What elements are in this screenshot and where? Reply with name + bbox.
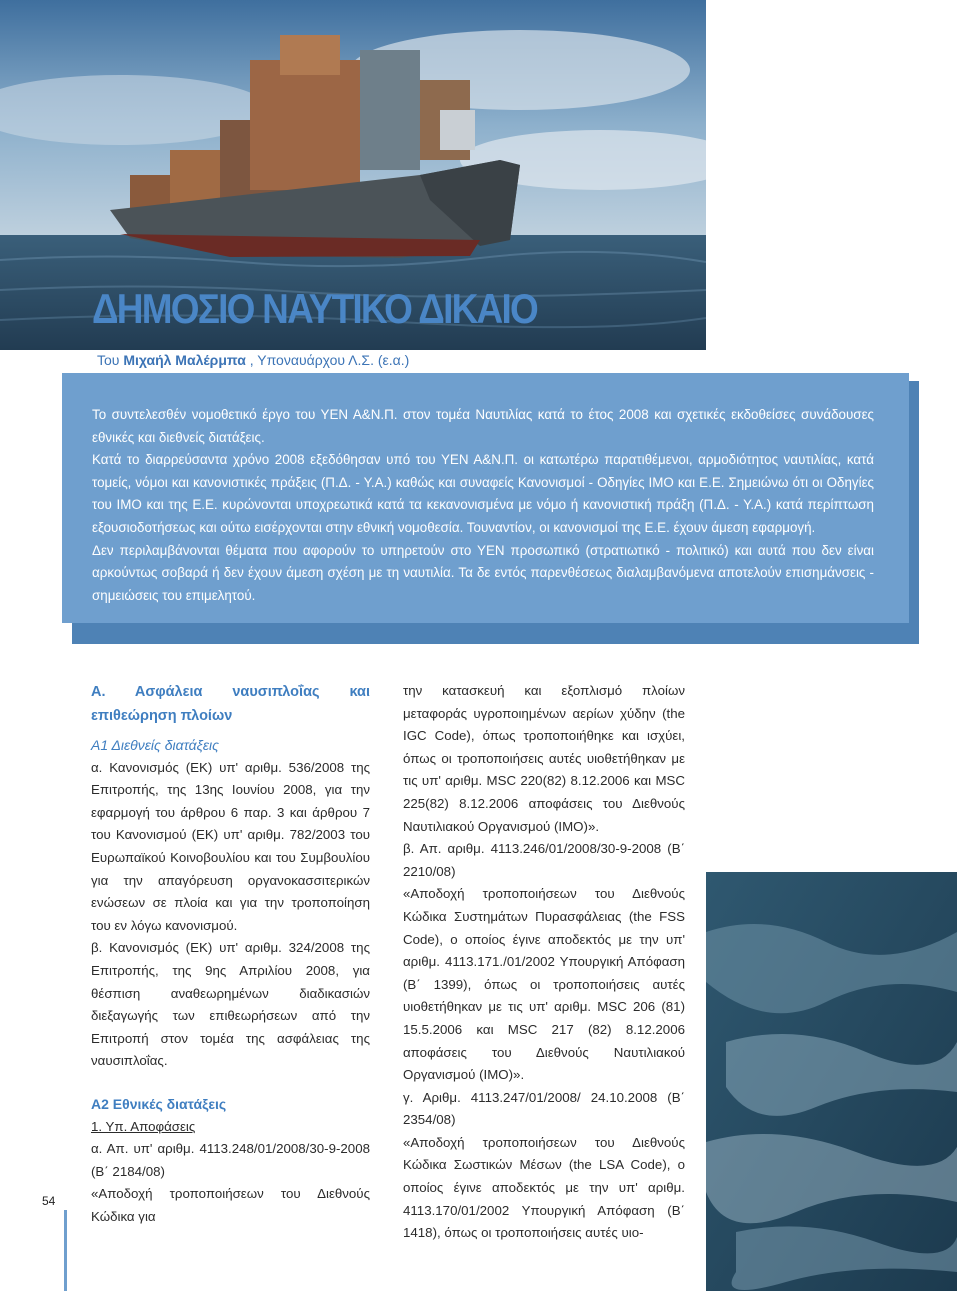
paragraph: α. Κανονισμός (ΕΚ) υπ' αριθμ. 536/2008 της Επιτροπής, της 13ης Ιουνίου 2008, για την εφαρμογή του άρθρου 6 παρ. 3 και άρθρου 7 του Κανονισμού (ΕΚ) υπ' αριθμ. 782/2003 του Ευρωπαϊκού Κοινοβουλίου και του Συμβουλίου για την απαγόρευση οργανοκασσιτερικών ενώσεων σε πλοία και για την τροποποίηση του εν λόγω κανονισμού.	[91, 759, 370, 933]
section-heading: Α. Ασφάλεια ναυσιπλοΐας και επιθεώρηση πλοίων	[91, 684, 370, 724]
paragraph: β. Κανονισμός (ΕΚ) υπ' αριθμ. 324/2008 της Επιτροπής, της 9ης Απριλίου 2008, για θέσπιση αναθεωρημένων διαδικασιών διεξαγωγής των επιθεωρήσεων από την Επιτροπή στον τομέα της ασφάλειας της ναυσιπλοΐας.	[91, 940, 370, 1069]
paragraph: «Αποδοχή τροποποιήσεων του Διεθνούς Κώδικα για	[91, 1186, 370, 1224]
byline-prefix: Του	[97, 352, 124, 368]
paragraph: «Αποδοχή τροποποιήσεων του Διεθνούς Κώδικα Συστημάτων Πυρασφάλειας (the FSS Code), ο οποίος έγινε αποδεκτός με την υπ' αριθμ. 4113.171./01/2002 Υπουργική Απόφαση (Β΄ 1399), όπως οι τροποποιήσεις αυτές υιοθετήθηκαν με τις υπ' αριθμ. MSC 206 (81) 15.5.2006 και MSC 217 (82) 8.12.2006 αποφάσεις του Διεθνούς Ναυτιλιακού Οργανισμού (ΙΜΟ)».	[403, 886, 685, 1083]
intro-text	[92, 404, 874, 607]
subsection-heading: Α1 Διεθνείς διατάξεις	[91, 737, 219, 753]
page-title: ΔΗΜΟΣΙΟ ΝΑΥΤΙΚΟ ΔΙΚΑΙΟ	[92, 285, 537, 332]
subsection-heading: Α2 Εθνικές διατάξεις	[91, 1095, 227, 1112]
column-left	[91, 680, 370, 1228]
paragraph: την κατασκευή και εξοπλισμό πλοίων μεταφοράς υγροποιημένων αερίων χύδην (the IGC Code), όπως τροποποιήθηκε και ισχύει, όπως οι τροποποιήσεις αυτές υιοθετήθηκαν με τις υπ' αριθμ. MSC 220(82) 8.12.2006 και MSC 225(82) 8.12.2006 αποφάσεις του Διεθνούς Ναυτιλιακού Οργανισμού (ΙΜΟ)».	[403, 683, 685, 834]
page-marker-line	[64, 1210, 67, 1291]
page-number: 54	[42, 1194, 56, 1208]
sea-wake-photo	[706, 872, 957, 1291]
intro-paragraph: Το συντελεσθέν νομοθετικό έργο του ΥΕΝ Α&Ν.Π. στον τομέα Ναυτιλίας κατά το έτος 2008 και σχετικές εκδοθείσες συνάδουσες εθνικές και διεθνείς διατάξεις.	[92, 407, 874, 445]
subsection-label: 1. Υπ. Αποφάσεις	[91, 1118, 196, 1134]
byline-rank: , Υποναυάρχου Λ.Σ. (ε.α.)	[245, 352, 410, 368]
paragraph: γ. Αριθμ. 4113.247/01/2008/ 24.10.2008 (Β΄ 2354/08)	[403, 1089, 685, 1128]
paragraph: β. Απ. αριθμ. 4113.246/01/2008/30-9-2008 (Β΄ 2210/08)	[403, 841, 685, 879]
paragraph: α. Απ. υπ' αριθμ. 4113.248/01/2008/30-9-2008 (Β΄ 2184/08)	[91, 1141, 370, 1179]
byline-author: Μιχαήλ Μαλέρμπα	[123, 352, 246, 368]
sea-wake-icon	[706, 872, 957, 1291]
intro-paragraph: Κατά το διαρρεύσαντα χρόνο 2008 εξεδόθησαν υπό του ΥΕΝ Α&Ν.Π. οι κατωτέρω παρατιθέμενοι, αρμοδιότητος ναυτιλίας, κατά τομείς, νόμοι και κανονιστικές πράξεις (Π.Δ. - Υ.Α.) καθώς και συναφείς Κανονισμοί - Οδηγίες ΙΜΟ και Ε.Ε. Σημειώνω ότι οι Οδηγίες του ΙΜΟ και της Ε.Ε. κυρώνονται υποχρεωτικά κατά τα κεκανονισμένα με νόμο ή κανονιστική πράξη (Π.Δ. - Υ.Α.) κατά περίπτωση εξουσιοδοτήσεως και ούτω εισέρχονται στην εθνική νομοθεσία. Τουναντίον, οι κανονισμοί της Ε.Ε. έχουν άμεση εφαρμογή.	[92, 452, 874, 535]
column-right	[403, 680, 685, 1245]
intro-paragraph: Δεν περιλαμβάνονται θέματα που αφορούν το υπηρετούν στο ΥΕΝ προσωπικό (στρατιωτικό - πολιτικό) και αυτά που δεν είναι αρκούντως σοβαρά ή δεν έχουν άμεση σχέση με τη ναυτιλία. Τα δε εντός παρενθέσεως διαλαμβανόμενα αποτελούν επισημάνσεις - σημειώσεις του επιμελητού.	[92, 542, 874, 603]
byline	[97, 352, 409, 368]
paragraph: «Αποδοχή τροποποιήσεων του Διεθνούς Κώδικα Σωστικών Μέσων (the LSA Code), ο οποίος έγινε αποδεκτός με την υπ' αριθμ. 4113.170/01/2002 Υπουργική Απόφαση (Β΄ 1418), όπως οι τροποποιήσεις αυτές υιο-	[403, 1134, 685, 1241]
